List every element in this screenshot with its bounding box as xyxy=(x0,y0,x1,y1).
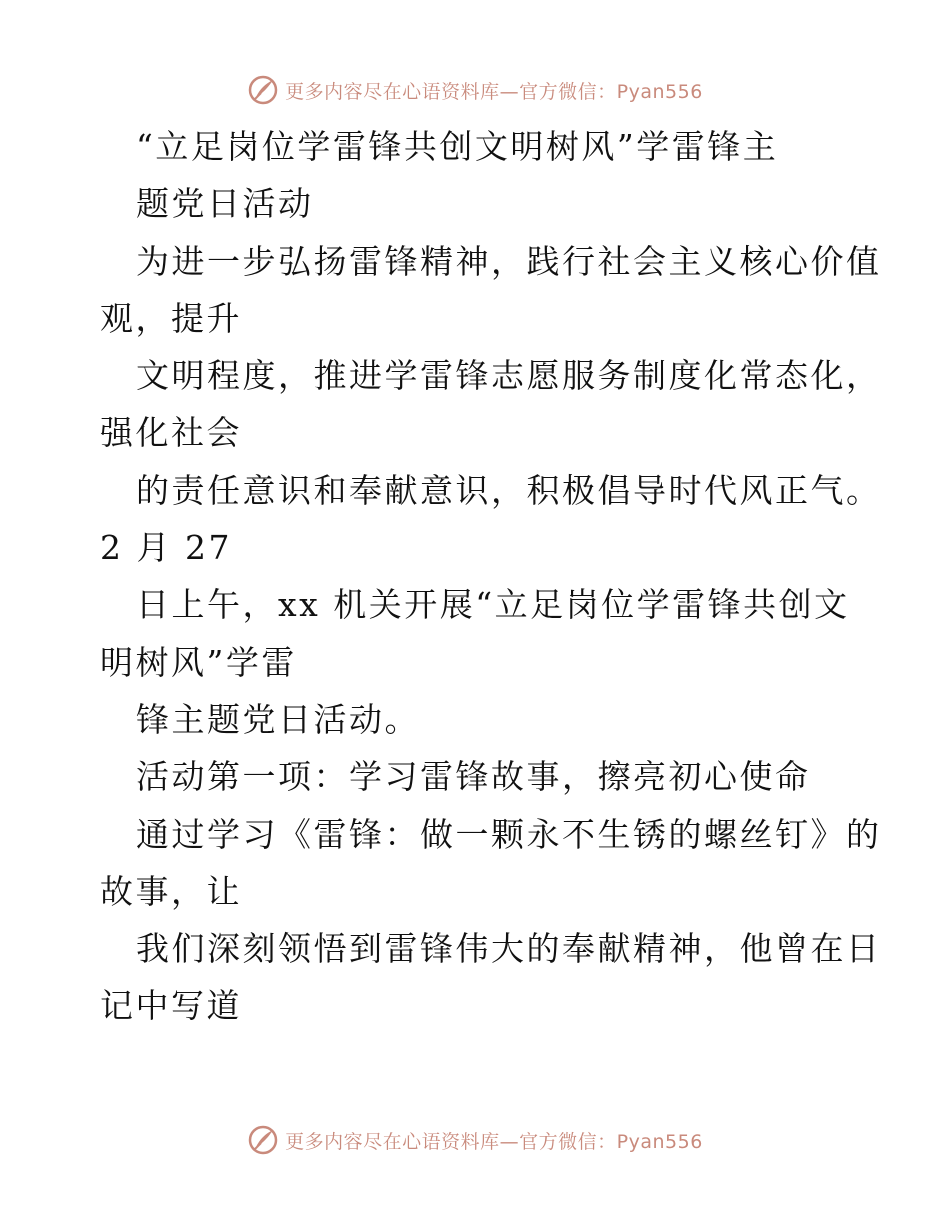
text-line: 的责任意识和奉献意识，积极倡导时代风正气。 xyxy=(136,470,882,510)
footer-watermark-banner xyxy=(0,1120,950,1160)
text-line: 文明程度，推进学雷锋志愿服务制度化常态化， xyxy=(136,356,882,396)
text-line: 明树风”学雷 xyxy=(100,642,297,682)
text-line: 通过学习《雷锋：做一颗永不生锈的螺丝钉》的 xyxy=(136,814,882,854)
text-line: 活动第一项：学习雷锋故事，擦亮初心使命 xyxy=(136,757,811,797)
text-line: 锋主题党日活动。 xyxy=(136,699,420,739)
watermark-text: 更多内容尽在心语资料库—官方微信：Pyan556 xyxy=(285,80,703,103)
watermark-text: 更多内容尽在心语资料库—官方微信：Pyan556 xyxy=(285,1130,703,1153)
text-line: 2 月 27 xyxy=(100,528,232,568)
feather-seal-icon xyxy=(247,1124,279,1156)
header-watermark-banner xyxy=(0,70,950,110)
text-line: 强化社会 xyxy=(100,413,242,453)
text-line: 题党日活动 xyxy=(136,184,314,224)
text-line: “立足岗位学雷锋共创文明树风”学雷锋主 xyxy=(136,127,779,166)
text-line: 为进一步弘扬雷锋精神，践行社会主义核心价值 xyxy=(136,241,882,281)
feather-seal-icon xyxy=(247,74,279,106)
text-line: 故事，让 xyxy=(100,871,242,911)
text-line: 记中写道 xyxy=(100,986,242,1026)
text-line: 日上午，xx 机关开展“立足岗位学雷锋共创文 xyxy=(136,585,850,625)
text-line: 观，提升 xyxy=(100,298,242,338)
document-body xyxy=(100,118,880,1035)
text-line: 我们深刻领悟到雷锋伟大的奉献精神，他曾在日 xyxy=(136,929,882,969)
